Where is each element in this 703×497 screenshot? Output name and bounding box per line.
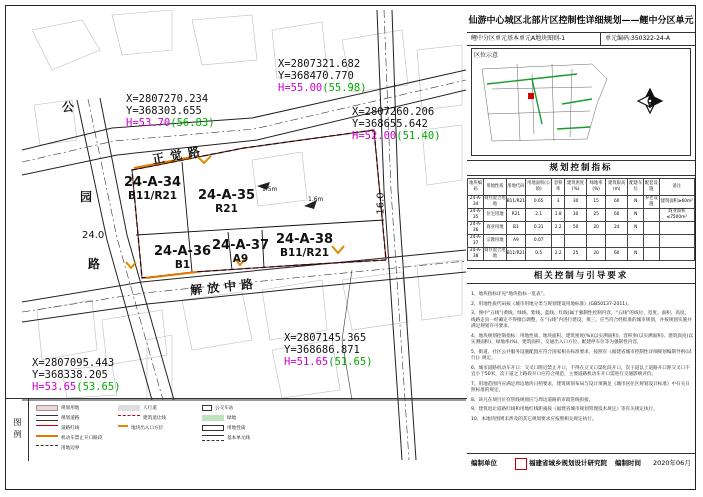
requirements-list — [471, 292, 693, 426]
requirement-item: 5、街道、社区公共服务设施配置应符合国家相关标准要求，按照有《福建省城市控制性详细规划编制导则(试行)》规定。 — [471, 349, 692, 361]
requirement-item: 10、本地块图则未涉及的其它规划要求应按照相关规定执行。 — [471, 416, 597, 422]
zoning-map[interactable] — [22, 10, 466, 460]
legend-item-2: 规划道路 — [36, 415, 79, 421]
requirement-item: 9、建筑退让道路红线和用地红线距离按《福建省城市规划管理技术规定》等有关规定执行。 — [471, 407, 658, 413]
table-row: 24-A-37 宗教用地 A9 0.07 — [468, 235, 695, 248]
road-width-small-north: 1.5m — [262, 186, 278, 193]
table-row: 24-A-36 商业用地 B1 0.31 2.2 50 20 24 N — [468, 222, 695, 235]
legend — [6, 398, 467, 462]
road-name-south: 解放中路 — [189, 276, 259, 298]
location-green-lines — [487, 74, 592, 129]
sheet-title: 仙游中心城区北部片区控制性详细规划——鲤中分区单元 — [467, 10, 695, 33]
coord-point-3: X=2807260.206 Y=368655.642 H=52.00(51.40) — [352, 106, 441, 142]
coord-point-5: X=2807095.443 Y=368338.205 H=53.65(53.65) — [32, 357, 121, 393]
control-section-title: 规划控制指标 — [467, 160, 695, 176]
parcel-24-A-37[interactable]: 24-A-37 A9 — [212, 238, 270, 265]
org-name: 福建省城乡规划设计研究院 — [529, 459, 607, 467]
location-map[interactable] — [471, 48, 691, 156]
parcel-24-A-38[interactable]: 24-A-38 B11/R21 — [276, 232, 334, 259]
table-row: 24-A-34 商住混合用地 B11/R21 0.65 3 30 15 60 N 养老设施 建筑面积≥60m² — [468, 196, 695, 209]
requirement-item: 1、地块指标详见“地块指标一览表”。 — [471, 292, 548, 297]
requirement-item: 7、用地范围内应满足周边地块日照要求，建筑规划布局与设计须满足《城市居住区规划设计标准》中有关日照标准的规定。 — [471, 381, 690, 393]
unit-label: 编制单位 — [471, 459, 497, 467]
requirement-item: 4、地块规划控制指标：用地性质、地块面积、建筑密度(%)(以实测面积)、容积率(以实测面积)、建筑高度(以实测面积)、绿地率(%)、建筑面积、交通出入口方位、配建停车位等为强制性内容。 — [471, 333, 693, 345]
road-name-north: 正觉路 — [151, 143, 207, 167]
requirement-item: 8、该凡在项目位有管线规划应与周边道路的市政管线衔接。 — [471, 397, 594, 403]
location-highlight — [528, 93, 534, 99]
road-width-small-south: 1.6m — [308, 196, 324, 203]
sheet-subheader — [467, 33, 695, 46]
legend-item-10: 绿地 — [202, 415, 236, 421]
requirement-item: 6、城市道路机动车开口：交叉口附近禁止开口，不得在交叉口渠化段开口，次干道以上道路开口距交叉口不宜小于50米，次干道之上路段开口应符合规范，主要道路机动车开口需进行交通影响评价。 — [471, 365, 690, 377]
sheet-name: 鲤中分区单元基本单元A地块图则-1 — [471, 35, 566, 42]
coord-point-4: X=2807145.365 Y=368686.871 H=51.65(51.65) — [284, 332, 373, 368]
legend-item-5: 用地边界 — [36, 445, 79, 451]
legend-item-11: 用地性质 — [202, 425, 245, 431]
location-map-canvas — [472, 49, 690, 155]
table-row: 24-A-38 商住混合用地 B11/R21 0.5 2.2 25 20 60 N — [468, 248, 695, 261]
legend-item-8: 地块出入口方位 — [118, 425, 163, 431]
table-row: 24-A-35 住宅用地 R21 2.1 1.8 30 25 60 N 商业面积≤7500m² — [468, 209, 695, 222]
control-table — [467, 178, 695, 261]
date-value: 2020年06月 — [653, 459, 691, 467]
requirements-section-title: 相关控制与引导要求 — [467, 268, 695, 284]
legend-item-9: 公交车站 — [202, 405, 233, 411]
parcel-24-A-34[interactable]: 24-A-34 B11/R21 — [124, 175, 182, 202]
legend-item-6: 人行道 — [118, 405, 157, 411]
legend-item-3: 道路红线 — [36, 425, 79, 431]
parcel-24-A-36[interactable]: 24-A-36 B1 — [154, 244, 212, 271]
road-name-west-2: 园 — [80, 190, 93, 204]
road-name-west-1: 公 — [62, 100, 75, 114]
legend-item-4: 机动车禁止开口路段 — [36, 435, 102, 441]
sheet-footer — [467, 453, 695, 472]
coord-point-2: X=2807270.234 Y=368303.655 H=53.70(56.83) — [126, 93, 215, 129]
road-name-west-3: 路 — [88, 257, 101, 271]
institute-logo-icon — [515, 458, 527, 470]
compass-icon — [638, 89, 662, 113]
parcel-24-A-35[interactable]: 24-A-35 R21 — [198, 188, 256, 215]
requirement-item: 3、图中“五线”(黄线、绿线、紫线、蓝线、红线)属于强制性控制内容，“五线”的线位、宽度、面积、高度、线路走向一经确定不得擅自调整，在“五线”内进行建设，须三、应当符合经批准的城市规划，并按规划实施并满足规划许可要求。 — [471, 311, 692, 329]
unit-code: 单元编码:350322-24-A — [605, 35, 670, 42]
legend-title: 图例 — [6, 399, 29, 461]
info-panel — [467, 10, 695, 489]
control-table-header: 地块编码 用地性质 用地代码 用地面积(公顷) 容积率 建筑密度(%) 绿地率(%) 建筑限高(m) 配建车位 配套设施 备注 — [468, 179, 695, 196]
coord-point-1: X=2807321.682 Y=368470.770 H=55.00(55.98) — [278, 58, 367, 94]
requirement-item: 2、用地性质代码按《城市用地分类与规划建设用地标准》(GB50137-2011)。 — [471, 301, 632, 307]
location-map-label: 区位示意 — [474, 52, 499, 59]
legend-item-12: 基本单元线 — [202, 435, 250, 441]
road-width-east: 16.0 — [375, 192, 387, 215]
road-width-west: 24.0 — [82, 230, 105, 241]
legend-item-7: 建筑退让线 — [118, 415, 166, 421]
date-label: 编制时间 — [615, 459, 641, 467]
legend-item-1: 规划用地 — [36, 405, 79, 411]
